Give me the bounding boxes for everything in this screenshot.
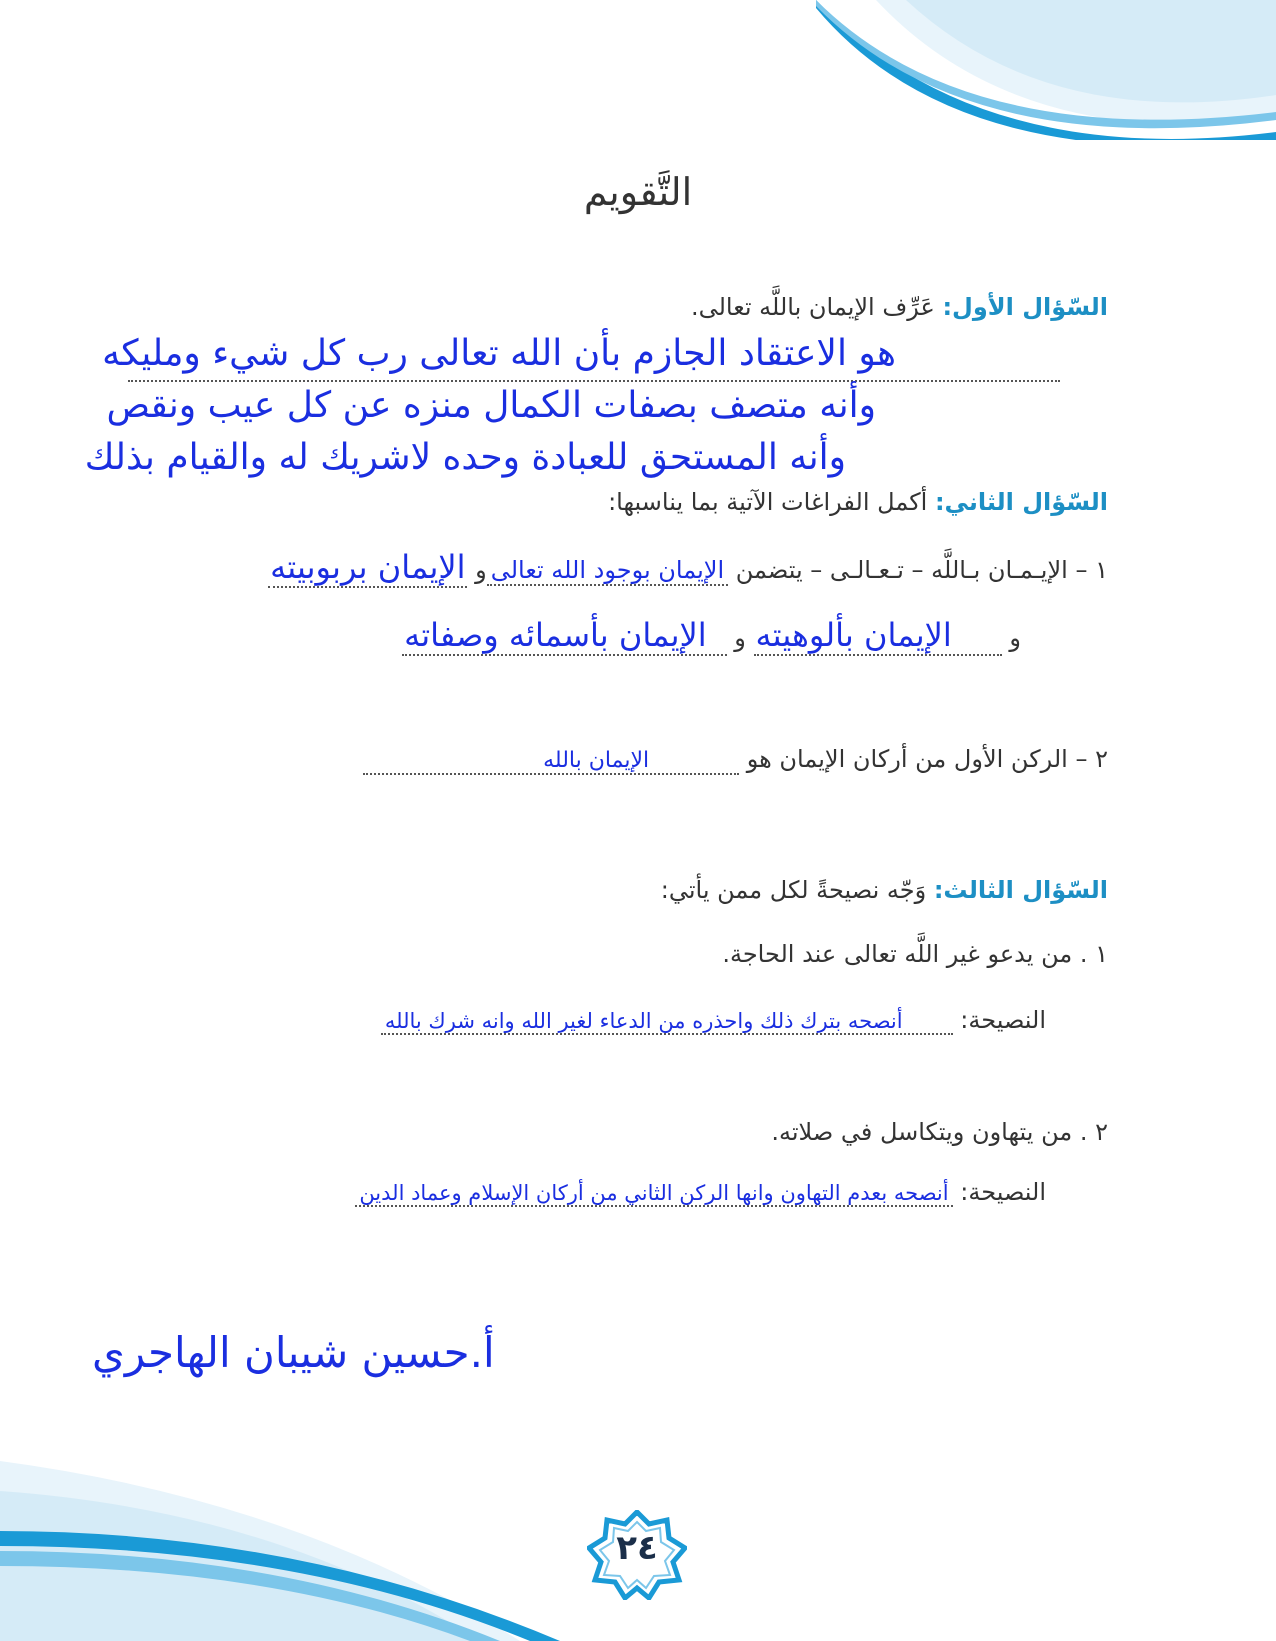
advice-2 xyxy=(355,1178,1046,1207)
question-1-label: السّؤال الأول: xyxy=(942,293,1108,321)
question-3-item-1: ١ . من يدعو غير اللَّه تعالى عند الحاجة. xyxy=(722,940,1108,968)
question-2-item-1-line-2 xyxy=(402,616,1021,656)
item-1-fill-1: الإيمان بوجود الله تعالى xyxy=(487,556,728,586)
signature: أ.حسين شيبان الهاجري xyxy=(92,1328,495,1377)
answer-1-dotted-line xyxy=(128,380,1060,382)
item-2-prefix: ٢ – الركن الأول من أركان الإيمان هو xyxy=(746,745,1108,773)
page-number: ٢٤ xyxy=(616,1528,658,1568)
item-1-line-2-and-1: و xyxy=(1009,624,1021,652)
question-3 xyxy=(661,876,1108,904)
answer-1-line-2: وأنه متصف بصفات الكمال منزه عن كل عيب ونقص xyxy=(106,385,876,426)
question-2 xyxy=(608,488,1108,516)
question-3-text: وَجّه نصيحةً لكل ممن يأتي: xyxy=(660,876,927,904)
question-2-item-2 xyxy=(363,745,1108,775)
question-3-item-2: ٢ . من يتهاون ويتكاسل في صلاته. xyxy=(771,1118,1108,1146)
item-1-fill-4: الإيمان بأسمائه وصفاته xyxy=(402,616,727,656)
question-3-label: السّؤال الثالث: xyxy=(933,876,1108,904)
advice-1 xyxy=(381,1006,1046,1035)
advice-1-label: النصيحة: xyxy=(960,1006,1046,1034)
question-1 xyxy=(691,293,1108,321)
item-1-line-2-and-2: و xyxy=(734,624,746,652)
advice-1-text: أنصحه بترك ذلك واحذره من الدعاء لغير الله وانه شرك بالله xyxy=(381,1009,953,1035)
question-2-label: السّؤال الثاني: xyxy=(934,488,1108,516)
answer-1-line-3: وأنه المستحق للعبادة وحده لاشريك له والقيام بذلك xyxy=(84,437,846,478)
decorative-wave-top xyxy=(816,0,1276,140)
item-2-fill: الإيمان بالله xyxy=(363,748,739,775)
answer-1-line-1: هو الاعتقاد الجازم بأن الله تعالى رب كل شيء ومليكه xyxy=(102,333,896,374)
page-title: التَّقويم xyxy=(583,170,693,214)
advice-2-text: أنصحه بعدم التهاون وانها الركن الثاني من أركان الإسلام وعماد الدين xyxy=(355,1181,952,1207)
item-1-and: و xyxy=(475,556,487,584)
advice-2-label: النصيحة: xyxy=(960,1178,1046,1206)
item-1-fill-2: الإيمان بربوبيته xyxy=(270,548,466,586)
question-1-text: عَرِّف الإيمان باللَّه تعالى. xyxy=(690,293,935,321)
question-2-text: أكمل الفراغات الآتية بما يناسبها: xyxy=(608,488,928,516)
item-1-prefix: ١ – الإيـمـان بـاللَّه – تـعـالـى – يتضمن xyxy=(735,556,1108,584)
question-2-item-1 xyxy=(268,548,1108,588)
item-1-fill-3: الإيمان بألوهيته xyxy=(754,616,1002,656)
